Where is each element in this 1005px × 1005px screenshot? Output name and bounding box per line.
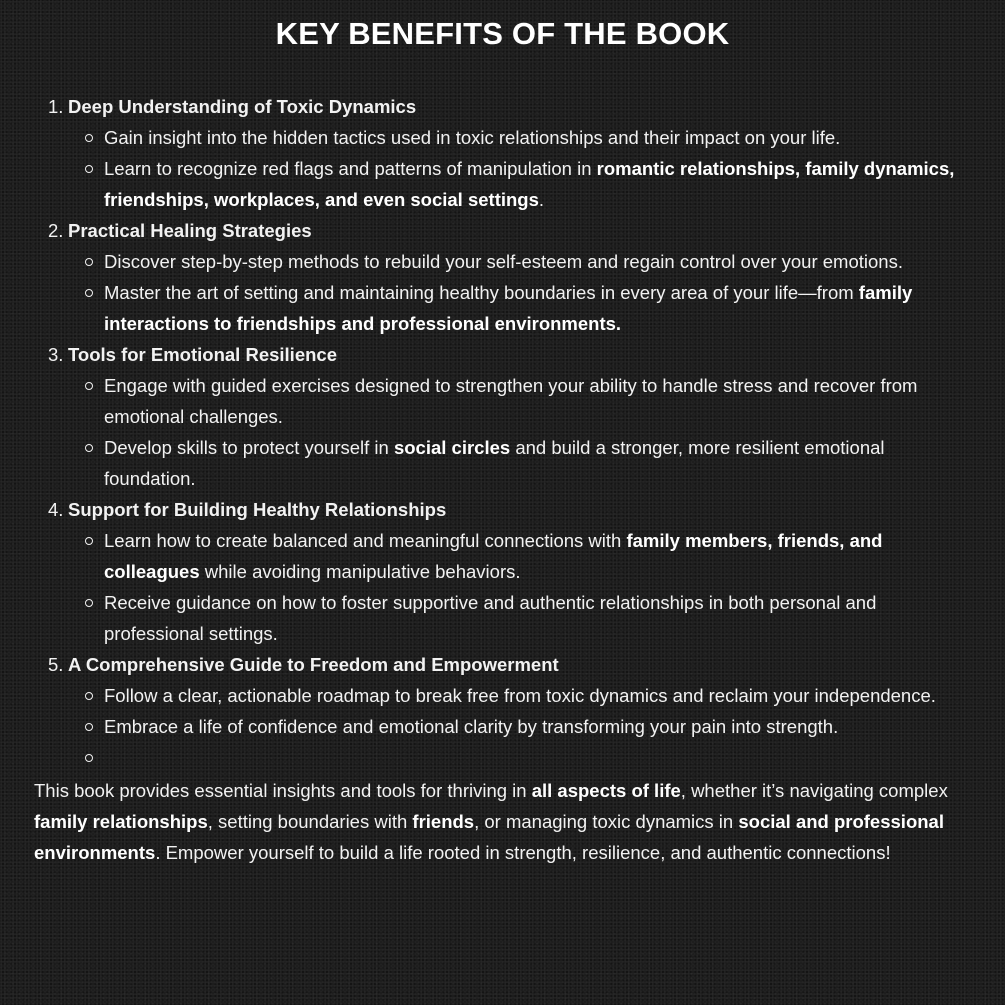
hollow-circle-bullet-icon bbox=[85, 444, 93, 452]
benefit-item bbox=[34, 494, 971, 649]
bullet-text bbox=[104, 587, 971, 649]
text-run: Receive guidance on how to foster supportive and authentic relationships in both personal and professional settings. bbox=[104, 592, 877, 644]
text-run: and build a stronger, more resilient emotional foundation. bbox=[104, 437, 885, 489]
hollow-circle-bullet-icon bbox=[85, 258, 93, 266]
bullet-list bbox=[68, 246, 971, 339]
text-run: Engage with guided exercises designed to strengthen your ability to handle stress and recover from emotional challenges. bbox=[104, 375, 918, 427]
hollow-circle-bullet-icon bbox=[85, 599, 93, 607]
bullet-text bbox=[104, 277, 971, 339]
benefit-item bbox=[34, 215, 971, 339]
bullet-item bbox=[68, 122, 971, 153]
bold-text: family members, friends, and colleagues bbox=[104, 530, 883, 582]
bullet-text bbox=[104, 246, 971, 277]
bullet-text bbox=[104, 525, 971, 587]
text-run: Embrace a life of confidence and emotional clarity by transforming your pain into strength. bbox=[104, 716, 839, 737]
bullet-item bbox=[68, 432, 971, 494]
bullet-item bbox=[68, 246, 971, 277]
hollow-circle-bullet-icon bbox=[85, 723, 93, 731]
hollow-circle-bullet-icon bbox=[85, 289, 93, 297]
text-run: , whether it’s navigating complex bbox=[680, 780, 948, 801]
hollow-circle-bullet-icon bbox=[85, 692, 93, 700]
bullet-item bbox=[68, 153, 971, 215]
text-run: Discover step-by-step methods to rebuild your self-esteem and regain control over your emotions. bbox=[104, 251, 903, 272]
text-run: Follow a clear, actionable roadmap to break free from toxic dynamics and reclaim your independence. bbox=[104, 685, 936, 706]
bullet-text bbox=[104, 370, 971, 432]
bold-text: friends bbox=[412, 811, 475, 832]
bullet-text bbox=[104, 711, 971, 742]
text-run: Develop skills to protect yourself in bbox=[104, 437, 394, 458]
bullet-list bbox=[68, 525, 971, 649]
benefit-heading: Support for Building Healthy Relationships bbox=[68, 499, 447, 520]
text-run: This book provides essential insights and tools for thriving in bbox=[34, 780, 532, 801]
benefit-heading: Practical Healing Strategies bbox=[68, 220, 312, 241]
text-run: . bbox=[538, 189, 545, 210]
bullet-item bbox=[68, 525, 971, 587]
bullet-item bbox=[68, 680, 971, 711]
text-run: while avoiding manipulative behaviors. bbox=[199, 561, 521, 582]
benefit-item bbox=[34, 649, 971, 773]
text-run: Learn to recognize red flags and patterns of manipulation in bbox=[104, 158, 597, 179]
bullet-item bbox=[68, 370, 971, 432]
hollow-circle-bullet-icon bbox=[85, 537, 93, 545]
bullet-list bbox=[68, 680, 971, 773]
bold-text: family relationships bbox=[34, 811, 208, 832]
benefit-item bbox=[34, 91, 971, 215]
benefit-item bbox=[34, 339, 971, 494]
bullet-text bbox=[104, 122, 971, 153]
benefit-heading: A Comprehensive Guide to Freedom and Empowerment bbox=[68, 654, 559, 675]
bold-text: all aspects of life bbox=[531, 780, 681, 801]
bullet-list bbox=[68, 122, 971, 215]
text-run: Learn how to create balanced and meaningful connections with bbox=[104, 530, 627, 551]
benefit-number: 2. bbox=[48, 220, 64, 241]
bullet-item bbox=[68, 277, 971, 339]
bullet-item bbox=[68, 742, 971, 773]
benefit-heading: Deep Understanding of Toxic Dynamics bbox=[68, 96, 417, 117]
hollow-circle-bullet-icon bbox=[85, 165, 93, 173]
benefit-heading: Tools for Emotional Resilience bbox=[68, 344, 337, 365]
bullet-text bbox=[104, 153, 971, 215]
text-run: . Empower yourself to build a life rooted in strength, resilience, and authentic connections! bbox=[155, 842, 891, 863]
text-run: Master the art of setting and maintaining healthy boundaries in every area of your life—from bbox=[104, 282, 859, 303]
summary-paragraph bbox=[34, 775, 971, 868]
bold-text: family interactions to friendships and professional environments. bbox=[104, 282, 913, 334]
text-run: Gain insight into the hidden tactics used in toxic relationships and their impact on your life. bbox=[104, 127, 841, 148]
benefit-number: 3. bbox=[48, 344, 64, 365]
bullet-item bbox=[68, 587, 971, 649]
bold-text: romantic relationships, family dynamics, friendships, workplaces, and even social settings bbox=[104, 158, 955, 210]
benefits-list bbox=[34, 91, 971, 773]
hollow-circle-bullet-icon bbox=[85, 134, 93, 142]
benefit-number: 1. bbox=[48, 96, 64, 117]
bullet-text bbox=[104, 680, 971, 711]
bold-text: social and professional environments bbox=[34, 811, 944, 863]
bold-text: social circles bbox=[393, 437, 511, 458]
page-title: KEY BENEFITS OF THE BOOK bbox=[275, 16, 730, 51]
bullet-text bbox=[104, 432, 971, 494]
bullet-item bbox=[68, 711, 971, 742]
benefit-number: 4. bbox=[48, 499, 64, 520]
bullet-text bbox=[104, 742, 971, 773]
text-run: , setting boundaries with bbox=[207, 811, 413, 832]
text-run: , or managing toxic dynamics in bbox=[474, 811, 739, 832]
benefit-number: 5. bbox=[48, 654, 64, 675]
hollow-circle-bullet-icon bbox=[85, 382, 93, 390]
hollow-circle-bullet-icon bbox=[85, 754, 93, 762]
bullet-list bbox=[68, 370, 971, 494]
